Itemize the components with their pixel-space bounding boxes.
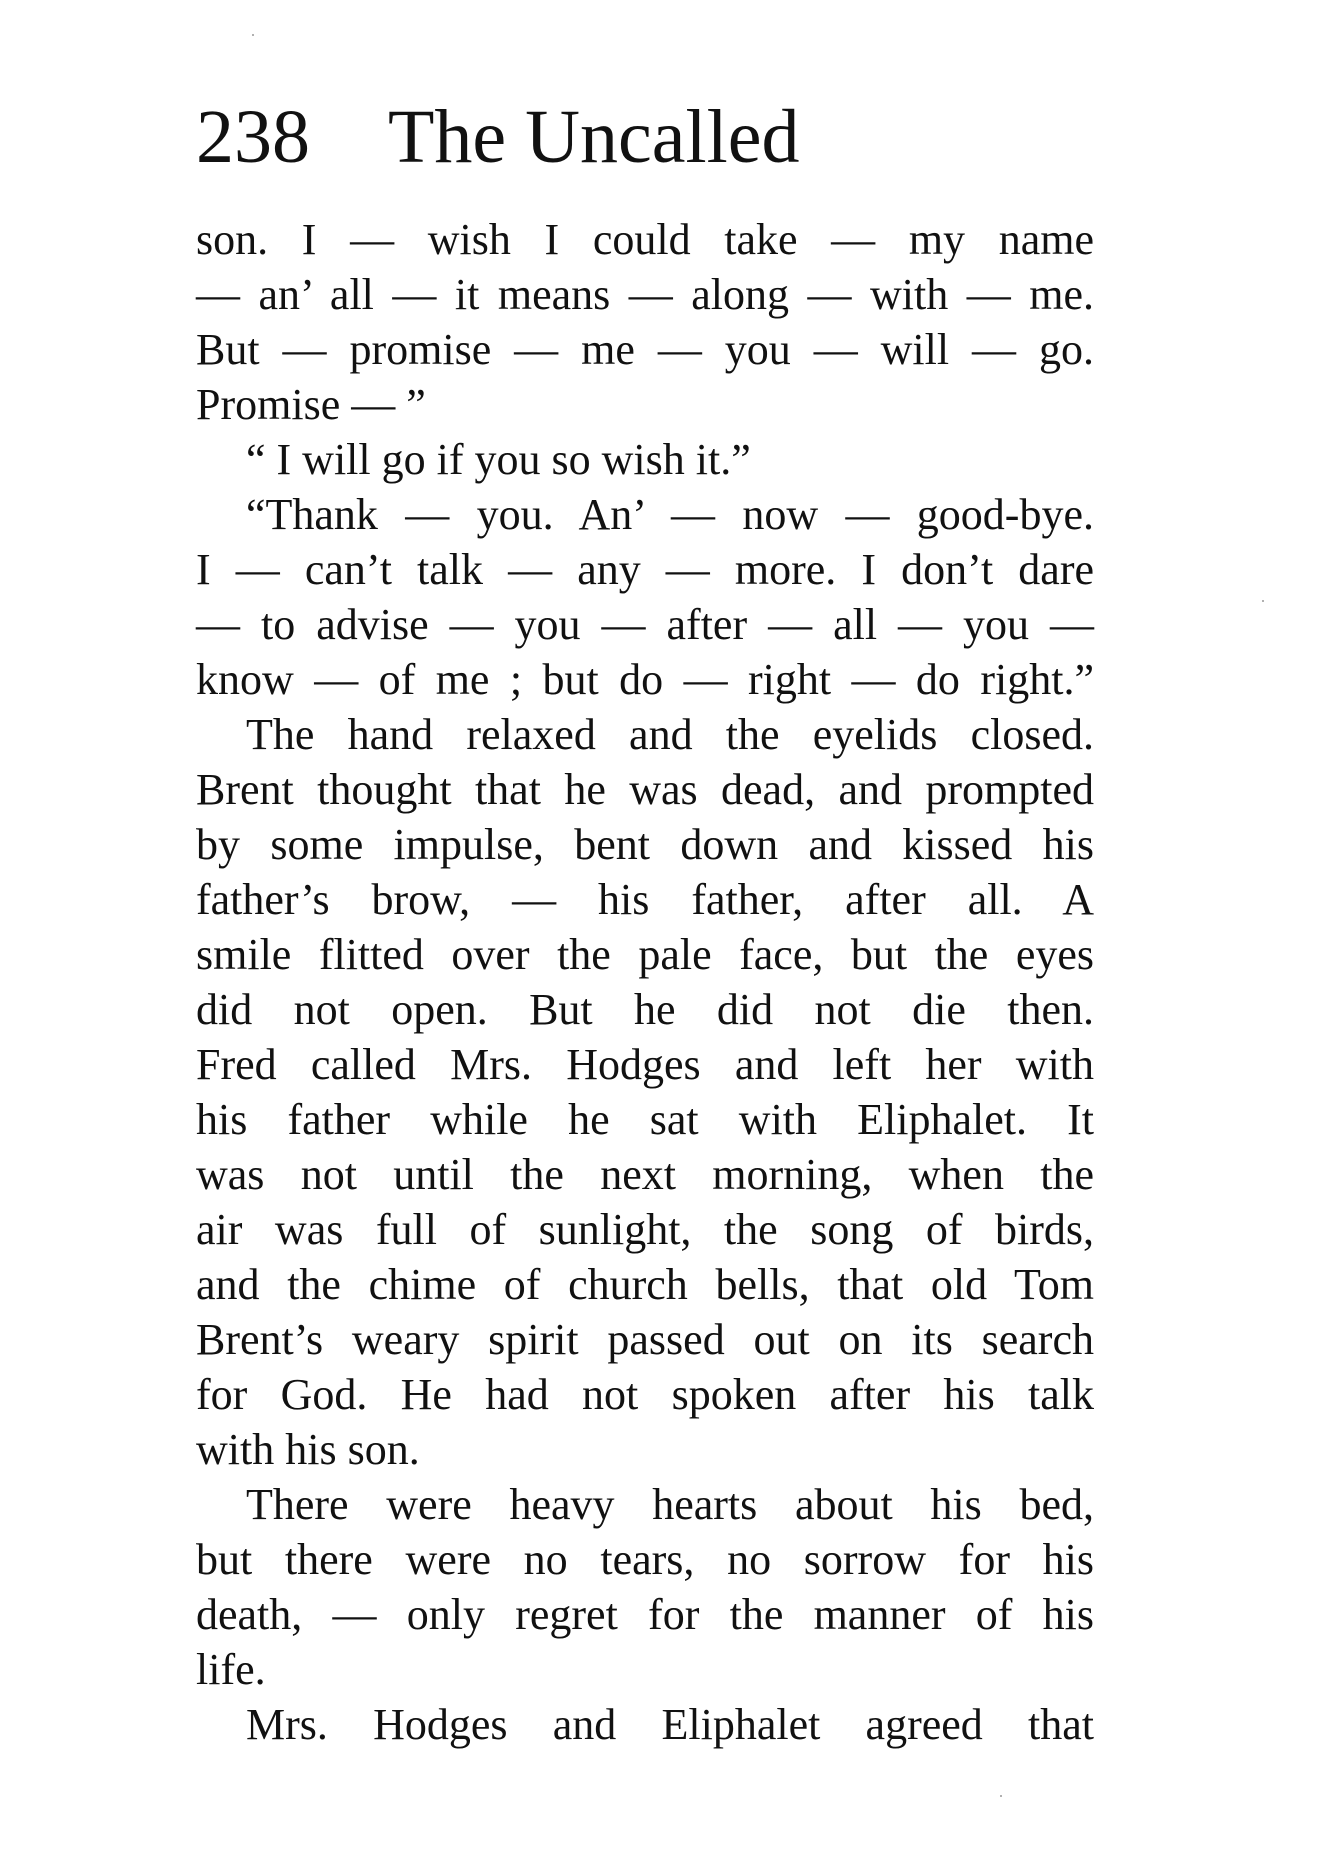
text-line: air was full of sunlight, the song of birds, bbox=[196, 1205, 1094, 1254]
text-line: life. bbox=[196, 1645, 266, 1694]
text-line: “ I will go if you so wish it.” bbox=[246, 435, 751, 484]
text-line: with his son. bbox=[196, 1425, 420, 1474]
page-number: 238 bbox=[196, 95, 310, 179]
page-header bbox=[196, 92, 1096, 182]
text-line: son. I — wish I could take — my name bbox=[196, 215, 1094, 264]
text-line: smile flitted over the pale face, but the eyes bbox=[196, 930, 1094, 979]
text-line: But — promise — me — you — will — go. bbox=[196, 325, 1094, 374]
text-line: — an’ all — it means — along — with — me. bbox=[196, 270, 1094, 319]
text-line: did not open. But he did not die then. bbox=[196, 985, 1094, 1034]
text-line: Brent thought that he was dead, and prompted bbox=[196, 765, 1094, 814]
text-line: Fred called Mrs. Hodges and left her with bbox=[196, 1040, 1094, 1089]
text-line: by some impulse, bent down and kissed his bbox=[196, 820, 1094, 869]
body-text bbox=[196, 212, 1094, 1752]
paper-speck bbox=[252, 34, 254, 36]
text-line: The hand relaxed and the eyelids closed. bbox=[246, 710, 1094, 759]
running-title: The Uncalled bbox=[388, 95, 800, 179]
paper-speck bbox=[1262, 600, 1264, 602]
text-line: for God. He had not spoken after his talk bbox=[196, 1370, 1094, 1419]
text-line: was not until the next morning, when the bbox=[196, 1150, 1094, 1199]
text-line: know — of me ; but do — right — do right.” bbox=[196, 655, 1094, 704]
text-line: I — can’t talk — any — more. I don’t dare bbox=[196, 545, 1094, 594]
text-line: father’s brow, — his father, after all. A bbox=[196, 875, 1094, 924]
text-line: death, — only regret for the manner of his bbox=[196, 1590, 1094, 1639]
text-line: Promise — ” bbox=[196, 380, 426, 429]
text-line: Mrs. Hodges and Eliphalet agreed that bbox=[246, 1700, 1094, 1749]
paper-speck bbox=[1000, 1795, 1002, 1797]
text-line: but there were no tears, no sorrow for his bbox=[196, 1535, 1094, 1584]
text-line: Brent’s weary spirit passed out on its search bbox=[196, 1315, 1094, 1364]
text-line: — to advise — you — after — all — you — bbox=[196, 600, 1094, 649]
text-line: “Thank — you. An’ — now — good-bye. bbox=[246, 490, 1094, 539]
text-line: and the chime of church bells, that old Tom bbox=[196, 1260, 1094, 1309]
text-line: his father while he sat with Eliphalet. It bbox=[196, 1095, 1094, 1144]
text-line: There were heavy hearts about his bed, bbox=[246, 1480, 1094, 1529]
